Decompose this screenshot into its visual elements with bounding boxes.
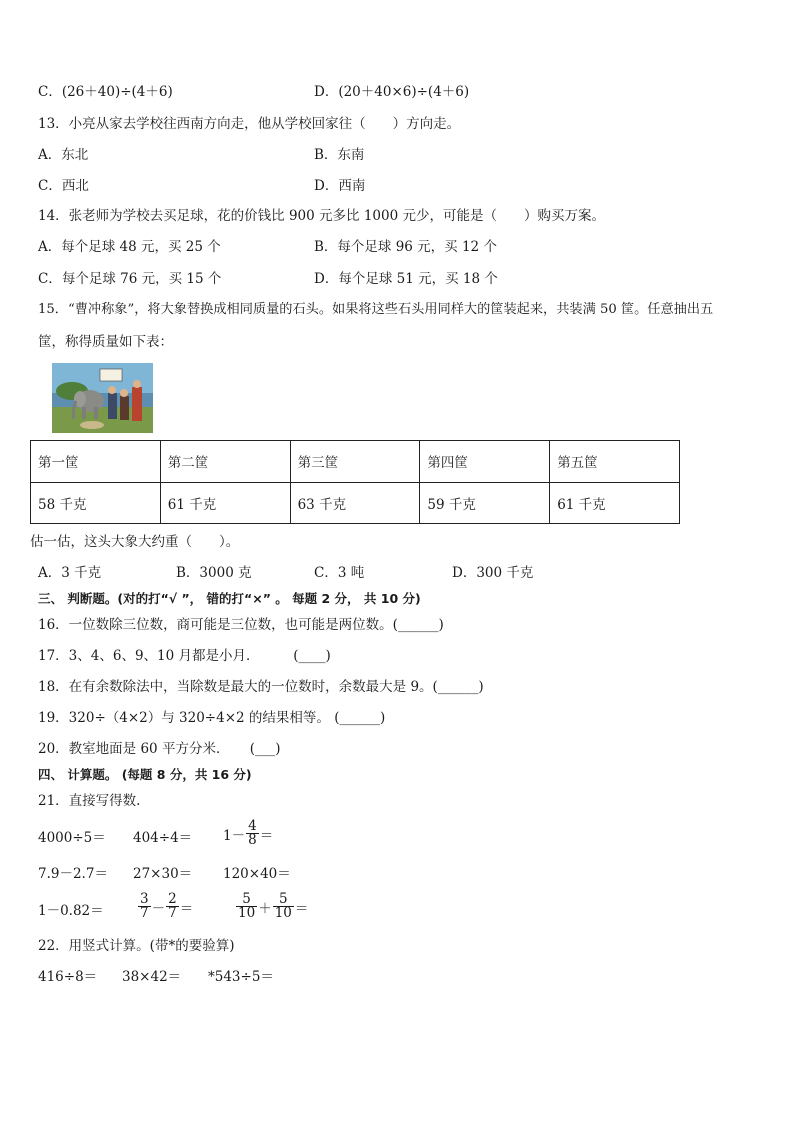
cao-chong-elephant-illustration bbox=[52, 363, 153, 433]
equals-sign: ＝ bbox=[294, 900, 309, 917]
numerator: 4 bbox=[248, 818, 257, 834]
table-value-cell: 61 千克 bbox=[550, 482, 680, 524]
denominator: 8 bbox=[248, 832, 257, 848]
fraction bbox=[246, 820, 259, 847]
q21-r1c-prefix: 1－ bbox=[223, 827, 246, 844]
fraction bbox=[273, 893, 294, 920]
table-row bbox=[31, 482, 680, 524]
q21-r2c: 120×40＝ bbox=[223, 866, 291, 882]
denominator: 10 bbox=[274, 905, 292, 921]
q21-stem: 21．直接写得数. bbox=[38, 793, 141, 809]
basket-weight-table bbox=[30, 440, 680, 524]
q21-r3a: 1－0.82＝ bbox=[38, 903, 104, 919]
section3-title: 三、 判断题。(对的打“√ ”， 错的打“×” 。 每题 2 分， 共 10 分) bbox=[38, 591, 421, 606]
plus-sign: ＋ bbox=[258, 900, 272, 917]
q15-option-b: B．3000 克 bbox=[176, 565, 252, 581]
q21-r3b bbox=[137, 893, 193, 920]
table-row bbox=[31, 441, 680, 483]
q21-r1a: 4000÷5＝ bbox=[38, 830, 106, 846]
q17: 17．3、4、6、9、10 月都是小月． (____) bbox=[38, 648, 331, 664]
q22-c: *543÷5＝ bbox=[208, 969, 274, 985]
q21-r1b: 404÷4＝ bbox=[133, 830, 193, 846]
q13-option-a: A．东北 bbox=[38, 147, 89, 163]
q15-stem-line2: 筐，称得质量如下表： bbox=[38, 334, 173, 350]
q21-r1c bbox=[223, 820, 273, 847]
q15-estimate: 估一估，这头大象大约重（ ）。 bbox=[30, 534, 240, 550]
table-value-cell: 63 千克 bbox=[290, 482, 420, 524]
q22-stem: 22．用竖式计算。(带*的要验算) bbox=[38, 938, 235, 954]
numerator: 2 bbox=[168, 891, 177, 907]
q13-option-d: D．西南 bbox=[314, 178, 366, 194]
numerator: 5 bbox=[236, 893, 257, 907]
q14-option-b: B．每个足球 96 元，买 12 个 bbox=[314, 239, 497, 255]
q21-r2a: 7.9－2.7＝ bbox=[38, 866, 108, 882]
q22-a: 416÷8＝ bbox=[38, 969, 98, 985]
denominator: 7 bbox=[168, 905, 177, 921]
table-value-cell: 59 千克 bbox=[420, 482, 550, 524]
q13-stem: 13．小亮从家去学校往西南方向走，他从学校回家往（ ）方向走。 bbox=[38, 116, 461, 132]
denominator: 7 bbox=[140, 905, 149, 921]
q13-option-b: B．东南 bbox=[314, 147, 365, 163]
table-header-cell: 第一筐 bbox=[31, 441, 161, 483]
fraction bbox=[236, 893, 257, 920]
q16: 16．一位数除三位数，商可能是三位数，也可能是两位数。(______) bbox=[38, 617, 444, 633]
numerator: 3 bbox=[140, 891, 149, 907]
minus-sign: － bbox=[151, 900, 166, 917]
fraction bbox=[138, 893, 151, 920]
fraction bbox=[166, 893, 179, 920]
q21-r1c-equals: ＝ bbox=[259, 827, 274, 844]
q21-r2b: 27×30＝ bbox=[133, 866, 193, 882]
q21-r3c bbox=[235, 893, 308, 920]
section4-title: 四、 计算题。 (每题 8 分，共 16 分) bbox=[38, 767, 252, 782]
equals-sign: ＝ bbox=[179, 900, 194, 917]
table-header-cell: 第五筐 bbox=[550, 441, 680, 483]
numerator: 5 bbox=[273, 893, 294, 907]
q15-option-c: C．3 吨 bbox=[314, 565, 365, 581]
q15-option-d: D．300 千克 bbox=[452, 565, 534, 581]
table-header-cell: 第四筐 bbox=[420, 441, 550, 483]
q14-option-d: D．每个足球 51 元，买 18 个 bbox=[314, 271, 498, 287]
q15-stem-line1: 15．“曹冲称象”，将大象替换成相同质量的石头。如果将这些石头用同样大的筐装起来，共装满 50 筐。任意抽出五 bbox=[38, 302, 714, 317]
table-header-cell: 第三筐 bbox=[290, 441, 420, 483]
q14-option-a: A．每个足球 48 元，买 25 个 bbox=[38, 239, 221, 255]
q15-option-a: A．3 千克 bbox=[38, 565, 102, 581]
table-value-cell: 61 千克 bbox=[160, 482, 290, 524]
table-header-cell: 第二筐 bbox=[160, 441, 290, 483]
q22-b: 38×42＝ bbox=[122, 969, 182, 985]
q19: 19．320÷（4×2）与 320÷4×2 的结果相等。 (______) bbox=[38, 710, 386, 726]
q12-option-d: D．(20＋40×6)÷(4＋6) bbox=[314, 84, 470, 100]
q14-stem: 14．张老师为学校去买足球，花的价钱比 900 元多比 1000 元少，可能是（ ）购买万案。 bbox=[38, 208, 605, 224]
q13-option-c: C．西北 bbox=[38, 178, 89, 194]
q20: 20．教室地面是 60 平方分米． (___) bbox=[38, 741, 281, 757]
q18: 18．在有余数除法中，当除数是最大的一位数时，余数最大是 9。(______) bbox=[38, 679, 484, 695]
denominator: 10 bbox=[238, 905, 256, 921]
table-value-cell: 58 千克 bbox=[31, 482, 161, 524]
q12-option-c: C．(26＋40)÷(4＋6) bbox=[38, 84, 173, 100]
q14-option-c: C．每个足球 76 元，买 15 个 bbox=[38, 271, 222, 287]
